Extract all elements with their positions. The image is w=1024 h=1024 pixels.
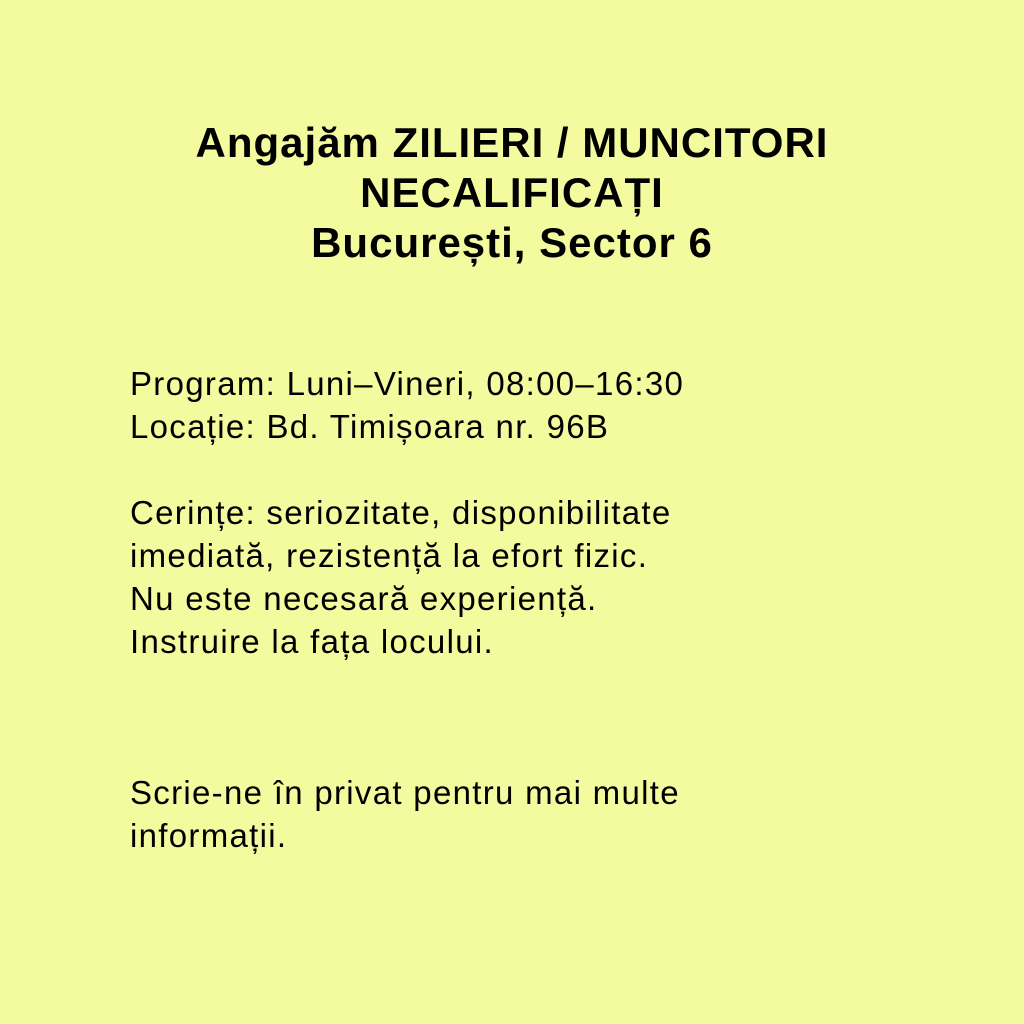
requirements-line-1: Cerințe: seriozitate, disponibilitate bbox=[130, 494, 672, 531]
title-line-1: Angajăm ZILIERI / MUNCITORI bbox=[195, 119, 829, 166]
requirements-line-3: Nu este necesară experiență. bbox=[130, 580, 598, 617]
cta-line-2: informații. bbox=[130, 817, 288, 854]
title-line-3: București, Sector 6 bbox=[311, 219, 713, 266]
flyer-body bbox=[130, 362, 910, 857]
cta-line-1: Scrie-ne în privat pentru mai multe bbox=[130, 774, 680, 811]
spacer bbox=[130, 448, 910, 491]
schedule-location-block bbox=[130, 362, 910, 448]
requirements-line-4: Instruire la fața locului. bbox=[130, 623, 494, 660]
flyer-title bbox=[0, 118, 1024, 268]
location-line: Locație: Bd. Timișoara nr. 96B bbox=[130, 408, 610, 445]
requirements-block bbox=[130, 491, 910, 663]
requirements-line-2: imediată, rezistență la efort fizic. bbox=[130, 537, 649, 574]
title-line-2: NECALIFICAȚI bbox=[360, 169, 664, 216]
cta-block bbox=[130, 771, 910, 857]
spacer bbox=[130, 663, 910, 771]
program-line: Program: Luni–Vineri, 08:00–16:30 bbox=[130, 365, 685, 402]
